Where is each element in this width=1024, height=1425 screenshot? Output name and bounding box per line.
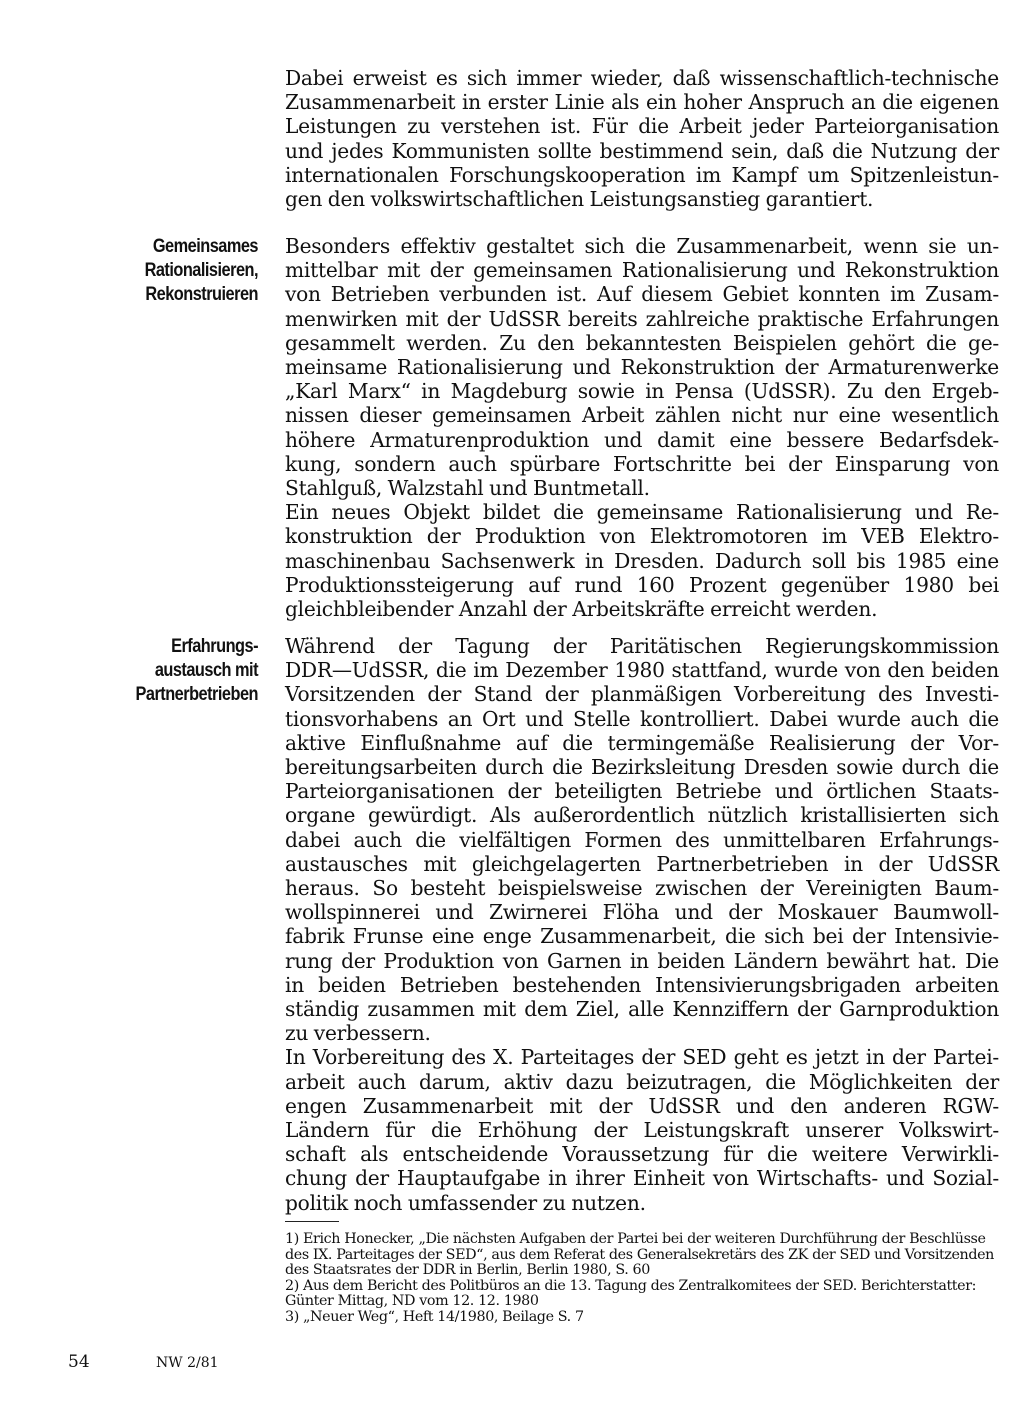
text-line: gleichbleibender Anzahl der Arbeitskräfte erreicht werden. — [285, 597, 878, 622]
section1-paragraph2 — [285, 500, 999, 621]
text-line: Stahlguß, Walzstahl und Buntmetall. — [285, 476, 650, 501]
text-line: und jedes Kommunisten sollte bestimmend sein, daß die Nutzung der — [285, 138, 999, 163]
footnote-line: Günter Mittag, ND vom 12. 12. 1980 — [285, 1293, 539, 1310]
intro-paragraph — [285, 66, 999, 211]
margin-note-line: Gemeinsames — [152, 236, 258, 257]
footnote-line: 2) Aus dem Bericht des Politbüros an die 13. Tagung des Zentralkomitees der SED. Berichterstatter: — [285, 1277, 977, 1294]
text-line: zu verbessern. — [285, 1021, 431, 1046]
margin-note-line: Partnerbetrieben — [135, 684, 258, 705]
footnote-divider — [285, 1221, 339, 1222]
text-line: kung, sondern auch spürbare Fortschritte bei der Einsparung von — [285, 451, 999, 476]
text-line: internationalen Forschungskooperation im Kampf um Spitzenleistun- — [285, 162, 999, 187]
margin-note-line: Erfahrungs- — [171, 636, 258, 657]
text-line: DDR—UdSSR, die im Dezember 1980 stattfand, wurde von den beiden — [285, 658, 999, 683]
text-line: Produktionssteigerung auf rund 160 Prozent gegenüber 1980 bei — [285, 572, 999, 597]
text-line: organe gewürdigt. Als außerordentlich nützlich kristallisierten sich — [285, 803, 999, 828]
text-line: in beiden Betrieben bestehenden Intensivierungsbrigaden arbeiten — [285, 972, 999, 997]
text-line: „Karl Marx“ in Magdeburg sowie in Pensa (UdSSR). Zu den Ergeb- — [285, 379, 999, 404]
text-line: Parteiorganisationen der beteiligten Betriebe und örtlichen Staats- — [285, 779, 999, 804]
text-line: austausches mit gleichgelagerten Partnerbetrieben in der UdSSR — [285, 851, 999, 876]
text-line: heraus. So besteht beispielsweise zwischen der Vereinigten Baum- — [285, 876, 999, 901]
text-line: tionsvorhabens an Ort und Stelle kontrolliert. Dabei wurde auch die — [285, 706, 999, 731]
text-line: Dabei erweist es sich immer wieder, daß wissenschaftlich-technische — [285, 66, 999, 90]
text-line: meinsame Rationalisierung und Rekonstruktion der Armaturenwerke — [285, 355, 999, 380]
text-line: chung der Hauptaufgabe in ihrer Einheit von Wirtschafts- und Sozial- — [285, 1166, 999, 1191]
text-line: aktive Einflußnahme auf die termingemäße Realisierung der Vor- — [285, 730, 999, 755]
text-line: Besonders effektiv gestaltet sich die Zusammenarbeit, wenn sie un- — [285, 234, 999, 258]
footnote-line: des Staatsrates der DDR in Berlin, Berlin 1980, S. 60 — [285, 1262, 650, 1279]
margin-note-line: Rekonstruieren — [145, 284, 258, 305]
text-line: In Vorbereitung des X. Parteitages der SED geht es jetzt in der Partei- — [285, 1045, 999, 1070]
text-line: Zusammenarbeit in erster Linie als ein hoher Anspruch an die eigenen — [285, 90, 999, 115]
footnote-line: 1) Erich Honecker, „Die nächsten Aufgaben der Partei bei der weiteren Durchführung der Beschlüsse — [285, 1231, 986, 1247]
text-line: politik noch umfassender zu nutzen. — [285, 1190, 646, 1215]
page-number: 54 — [68, 1352, 90, 1372]
text-line: bereitungsarbeiten durch die Bezirksleitung Dresden sowie durch die — [285, 755, 999, 780]
text-line: ständig zusammen mit dem Ziel, alle Kennziffern der Garnproduktion — [285, 997, 999, 1022]
text-line: Vorsitzenden der Stand der planmäßigen Vorbereitung des Investi- — [285, 682, 999, 707]
margin-note-line: Rationalisieren, — [144, 260, 258, 281]
text-line: wollspinnerei und Zwirnerei Flöha und der Moskauer Baumwoll- — [285, 900, 999, 925]
text-line: schaft als entscheidende Voraussetzung für die weitere Verwirkli- — [285, 1142, 999, 1167]
text-line: maschinenbau Sachsenwerk in Dresden. Dadurch soll bis 1985 eine — [285, 548, 999, 573]
text-line: Ländern für die Erhöhung der Leistungskraft unserer Volkswirt- — [285, 1118, 999, 1143]
margin-note-line: austausch mit — [154, 660, 258, 681]
text-line: gesammelt werden. Zu den bekanntesten Beispielen gehört die ge- — [285, 330, 999, 355]
text-line: dabei auch die vielfältigen Formen des unmittelbaren Erfahrungs- — [285, 827, 999, 852]
text-line: konstruktion der Produktion von Elektromotoren im VEB Elektro- — [285, 524, 999, 549]
text-line: höhere Armaturenproduktion und damit eine bessere Bedarfsdek- — [285, 427, 999, 452]
text-line: Leistungen zu verstehen ist. Für die Arbeit jeder Parteiorganisation — [285, 114, 999, 139]
text-line: Ein neues Objekt bildet die gemeinsame Rationalisierung und Re- — [285, 500, 999, 525]
section-rationalisieren — [285, 234, 999, 621]
section-erfahrungsaustausch — [285, 634, 999, 1215]
text-line: von Betrieben verbunden ist. Auf diesem Gebiet konnten im Zusam- — [285, 282, 999, 307]
text-line: fabrik Frunse eine enge Zusammenarbeit, die sich bei der Intensivie- — [285, 924, 999, 949]
text-line: rung der Produktion von Garnen in beiden Ländern bewährt hat. Die — [285, 948, 999, 973]
footnotes — [285, 1232, 999, 1326]
footnote-line: des IX. Parteitages der SED“, aus dem Referat des Generalsekretärs des ZK der SED und Vorsitzenden — [285, 1246, 994, 1263]
section2-paragraph1 — [285, 634, 999, 1045]
margin-note-rationalisieren — [86, 235, 258, 307]
text-line: arbeit auch darum, aktiv dazu beizutragen, die Möglichkeiten der — [285, 1069, 999, 1094]
section1-paragraph1 — [285, 234, 999, 500]
text-line: nissen dieser gemeinsamen Arbeit zählen nicht nur eine wesentlich — [285, 403, 999, 428]
text-line: mittelbar mit der gemeinsamen Rationalisierung und Rekonstruktion — [285, 258, 999, 283]
text-line: gen den volkswirtschaftlichen Leistungsanstieg garantiert. — [285, 187, 874, 212]
section2-paragraph2 — [285, 1045, 999, 1214]
margin-note-erfahrungsaustausch — [86, 635, 258, 707]
text-line: menwirken mit der UdSSR bereits zahlreiche praktische Erfahrungen — [285, 306, 999, 331]
issue-label: NW 2/81 — [156, 1355, 219, 1371]
footnote-line: 3) „Neuer Weg“, Heft 14/1980, Beilage S. 7 — [285, 1308, 584, 1325]
text-line: engen Zusammenarbeit mit der UdSSR und den anderen RGW- — [285, 1093, 999, 1118]
intro-paragraph-text — [285, 66, 999, 211]
text-line: Während der Tagung der Paritätischen Regierungskommission — [285, 634, 999, 658]
